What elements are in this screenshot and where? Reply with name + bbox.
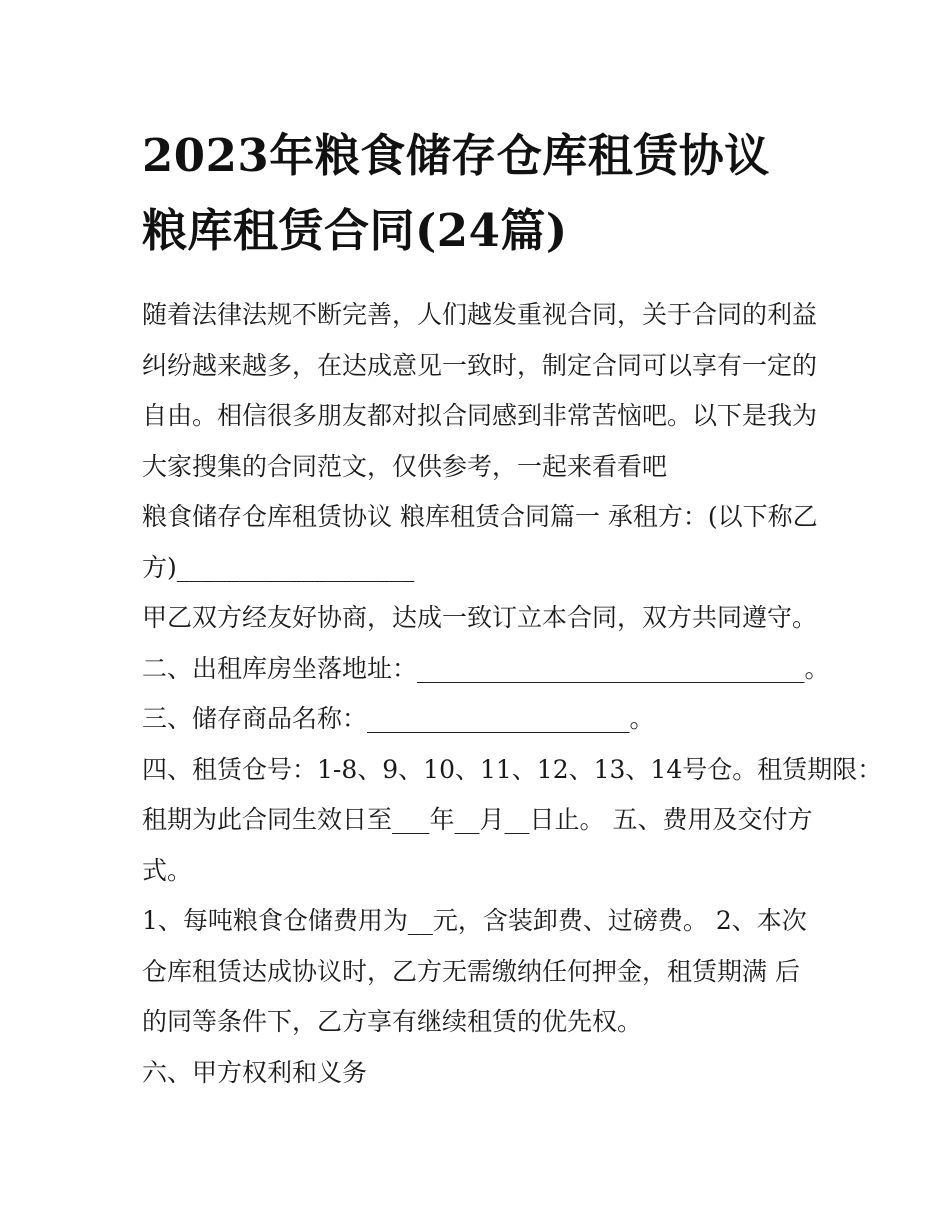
- text-line: 四、租赁仓号：1-8、9、10、11、12、13、14号仓。租赁期限：: [142, 754, 883, 784]
- document-title: [142, 118, 814, 268]
- contract-heading-paragraph: [142, 492, 818, 593]
- text-line: 三、储存商品名称：_____________________。: [142, 704, 655, 733]
- text-line: 甲乙双方经友好协商，达成一致订立本合同，双方共同遵守。: [142, 603, 818, 632]
- title-line: 粮库租赁合同(24篇): [142, 204, 568, 257]
- text-line: 方)___________________: [142, 552, 415, 582]
- text-line: 大家搜集的合同范文，仅供参考，一起来看看吧: [142, 451, 668, 481]
- text-line: 二、出租库房坐落地址：_______________________________。: [142, 653, 830, 683]
- text-line: 六、甲方权利和义务: [142, 1057, 368, 1087]
- text-line: 的同等条件下，乙方享有继续租赁的优先权。: [142, 1007, 643, 1036]
- document-body: [142, 290, 883, 1098]
- clause-warehouse-term: [142, 745, 883, 897]
- text-line: 自由。相信很多朋友都对拟合同感到非常苦恼吧。以下是我为: [142, 401, 818, 430]
- intro-paragraph: [142, 290, 818, 492]
- text-line: 租期为此合同生效日至___年__月__日止。 五、费用及交付方: [142, 805, 813, 834]
- text-line: 纠纷越来越多，在达成意见一致时，制定合同可以享有一定的: [142, 350, 818, 380]
- text-line: 式。: [142, 855, 193, 885]
- text-line: 1、每吨粮食仓储费用为__元，含装卸费、过磅费。 2、本次: [142, 906, 807, 935]
- agreement-paragraph: [142, 593, 818, 644]
- text-line: 粮食储存仓库租赁协议 粮库租赁合同篇一 承租方：(以下称乙: [142, 502, 818, 531]
- text-line: 仓库租赁达成协议时，乙方无需缴纳任何押金，租赁期满 后: [142, 956, 800, 986]
- clause-goods-name: [142, 694, 814, 745]
- clause-fees: [142, 896, 814, 1048]
- document-page: [142, 118, 883, 1098]
- text-line: 随着法律法规不断完善，人们越发重视合同，关于合同的利益: [142, 300, 818, 329]
- clause-party-a-rights: [142, 1048, 814, 1099]
- title-line: 2023年粮食储存仓库租赁协议: [142, 129, 770, 182]
- clause-address: [142, 644, 830, 695]
